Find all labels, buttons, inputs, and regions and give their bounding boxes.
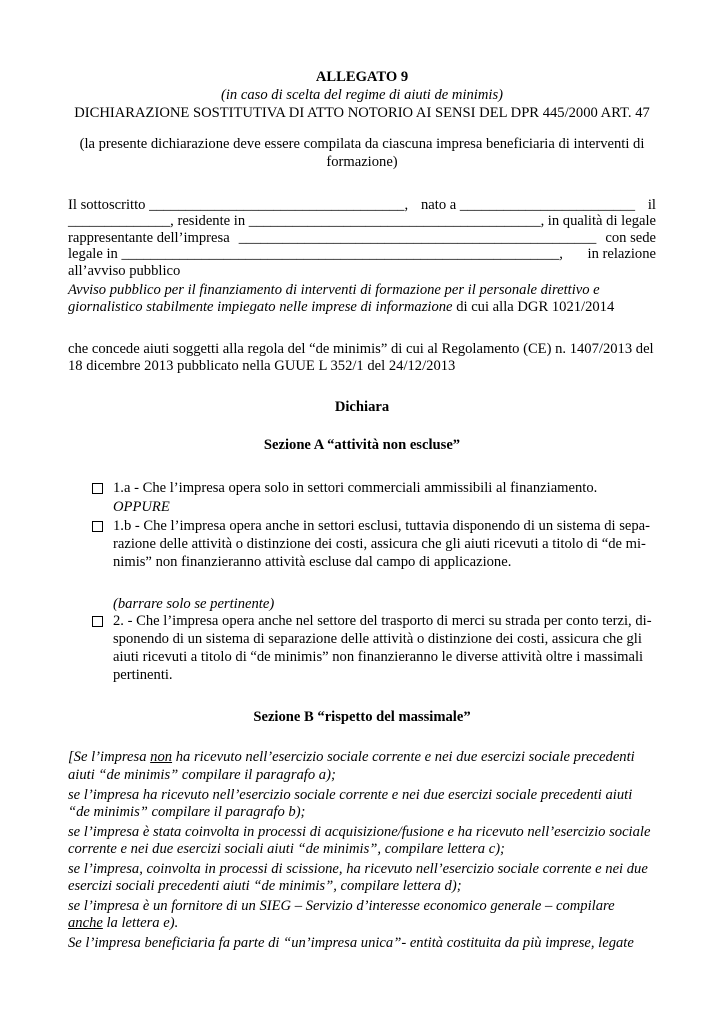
item-1b-line-2: razione delle attività o distinzione dei costi, assicura che gli aiuti ricevuti a titolo di “de mi- [113, 536, 646, 552]
checkbox-1b[interactable] [92, 519, 103, 537]
para-1-prefix: [Se l’impresa [68, 749, 151, 765]
item-2-line-2: sponendo di un sistema di separazione delle attività o distinzione dei costi, assicura che gli [113, 631, 642, 647]
regolamento-line-2: 18 dicembre 2013 pubblicato nella GUUE L 352/1 del 24/12/2013 [68, 358, 456, 374]
item-2-line-4: pertinenti. [113, 667, 173, 683]
sezione-b-para-4-line-1: se l’impresa, coinvolta in processi di scissione, ha ricevuto nell’esercizio sociale corrente e nei due [68, 861, 648, 877]
avviso-title-line-1: Avviso pubblico per il finanziamento di interventi di formazione per il personale direttivo e [68, 282, 600, 298]
avviso-title-line-2 [68, 298, 656, 316]
oppure-label: OPPURE [113, 499, 170, 515]
allegato-subtitle: (in caso di scelta del regime di aiuti de minimis) [221, 87, 503, 103]
avviso-title-italic: giornalistico stabilmente impiegato nelle imprese di informazione [68, 299, 453, 315]
avviso-dgr: di cui alla DGR 1021/2014 [452, 299, 615, 315]
item-1a-text: 1.a - Che l’impresa opera solo in settori commerciali ammissibili al finanziamento. [113, 480, 598, 496]
item-2-line-3: aiuti ricevuti a titolo di “de minimis” non finanzieranno le diverse attività oltre i massimali [113, 649, 644, 665]
sottoscritto-field[interactable]: Il sottoscritto ___________________________________, [68, 197, 409, 213]
residente-field[interactable]: ______________, residente in ________________________________________, [68, 213, 545, 229]
allegato-title: ALLEGATO 9 [315, 69, 409, 85]
document-heading: DICHIARAZIONE SOSTITUTIVA DI ATTO NOTORIO AI SENSI DEL DPR 445/2000 ART. 47 [74, 105, 650, 121]
sezione-b-title: Sezione B “rispetto del massimale” [253, 709, 471, 725]
item-1b-line-3: nimis” non finanzieranno attività escluse dal campo di applicazione. [113, 554, 512, 570]
nato-a-field[interactable]: nato a ________________________ [420, 197, 636, 213]
regolamento-line-1: che concede aiuti soggetti alla regola del “de minimis” di cui al Regolamento (CE) n. 1407/2013 del [68, 341, 654, 357]
sezione-b-para-6-line-1: Se l’impresa beneficiaria fa parte di “un’impresa unica”- entità costituita da più imprese, legate [68, 935, 634, 951]
para-1-suffix: ha ricevuto nell’esercizio sociale corrente e nei due esercizi sociale precedenti [172, 749, 635, 765]
compilation-note-line-2: formazione) [326, 154, 398, 170]
para-5-anche-underlined: anche [68, 915, 103, 931]
avviso-pubblico-label: all’avviso pubblico [68, 263, 181, 279]
sezione-b-para-5-line-1: se l’impresa è un fornitore di un SIEG – Servizio d’interesse economico generale – compilare [68, 898, 615, 914]
para-5-suffix: la lettera e). [102, 915, 179, 931]
impresa-field[interactable]: _________________________________________________ [238, 230, 597, 246]
barrare-note: (barrare solo se pertinente) [113, 596, 275, 612]
qualita-label: in qualità di legale [547, 213, 656, 229]
il-label: il [647, 197, 656, 213]
compilation-note-line-1: (la presente dichiarazione deve essere compilata da ciascuna impresa beneficiaria di interventi di [79, 136, 645, 152]
para-1-non-underlined: non [150, 749, 173, 765]
sezione-b-para-1-line-1 [68, 748, 656, 766]
sezione-a-title: Sezione A “attività non escluse” [263, 437, 461, 453]
sezione-b-para-4-line-2: esercizi sociali precedenti aiuti “de minimis”, compilare lettera d); [68, 878, 462, 894]
sezione-b-para-3-line-2: corrente e nei due esercizi sociali aiuti “de minimis”, compilare lettera c); [68, 841, 505, 857]
sezione-b-para-2-line-1: se l’impresa ha ricevuto nell’esercizio sociale corrente e nei due esercizi sociale precedenti aiuti [68, 787, 633, 803]
dichiara-heading: Dichiara [334, 399, 390, 415]
sede-label: con sede [605, 230, 656, 246]
sezione-b-para-1-line-2: aiuti “de minimis” compilare il paragrafo a); [68, 767, 336, 783]
sede-legale-field[interactable]: legale in ____________________________________________________________, [68, 246, 563, 262]
relazione-label: in relazione [587, 246, 656, 262]
item-1b-line-1: 1.b - Che l’impresa opera anche in settori esclusi, tuttavia disponendo di un sistema di sepa- [113, 518, 650, 534]
checkbox-1a[interactable] [92, 481, 103, 499]
sezione-b-para-5-line-2 [68, 914, 656, 932]
rappresentante-label: rappresentante dell’impresa [68, 230, 230, 246]
sezione-b-para-2-line-2: “de minimis” compilare il paragrafo b); [68, 804, 306, 820]
checkbox-2[interactable] [92, 614, 103, 632]
form-line-4 [68, 245, 656, 263]
sezione-b-para-3-line-1: se l’impresa è stata coinvolta in processi di acquisizione/fusione e ha ricevuto nell’esercizio sociale [68, 824, 651, 840]
item-2-line-1: 2. - Che l’impresa opera anche nel settore del trasporto di merci su strada per conto terzi, di- [113, 613, 652, 629]
form-line-2 [68, 212, 656, 230]
